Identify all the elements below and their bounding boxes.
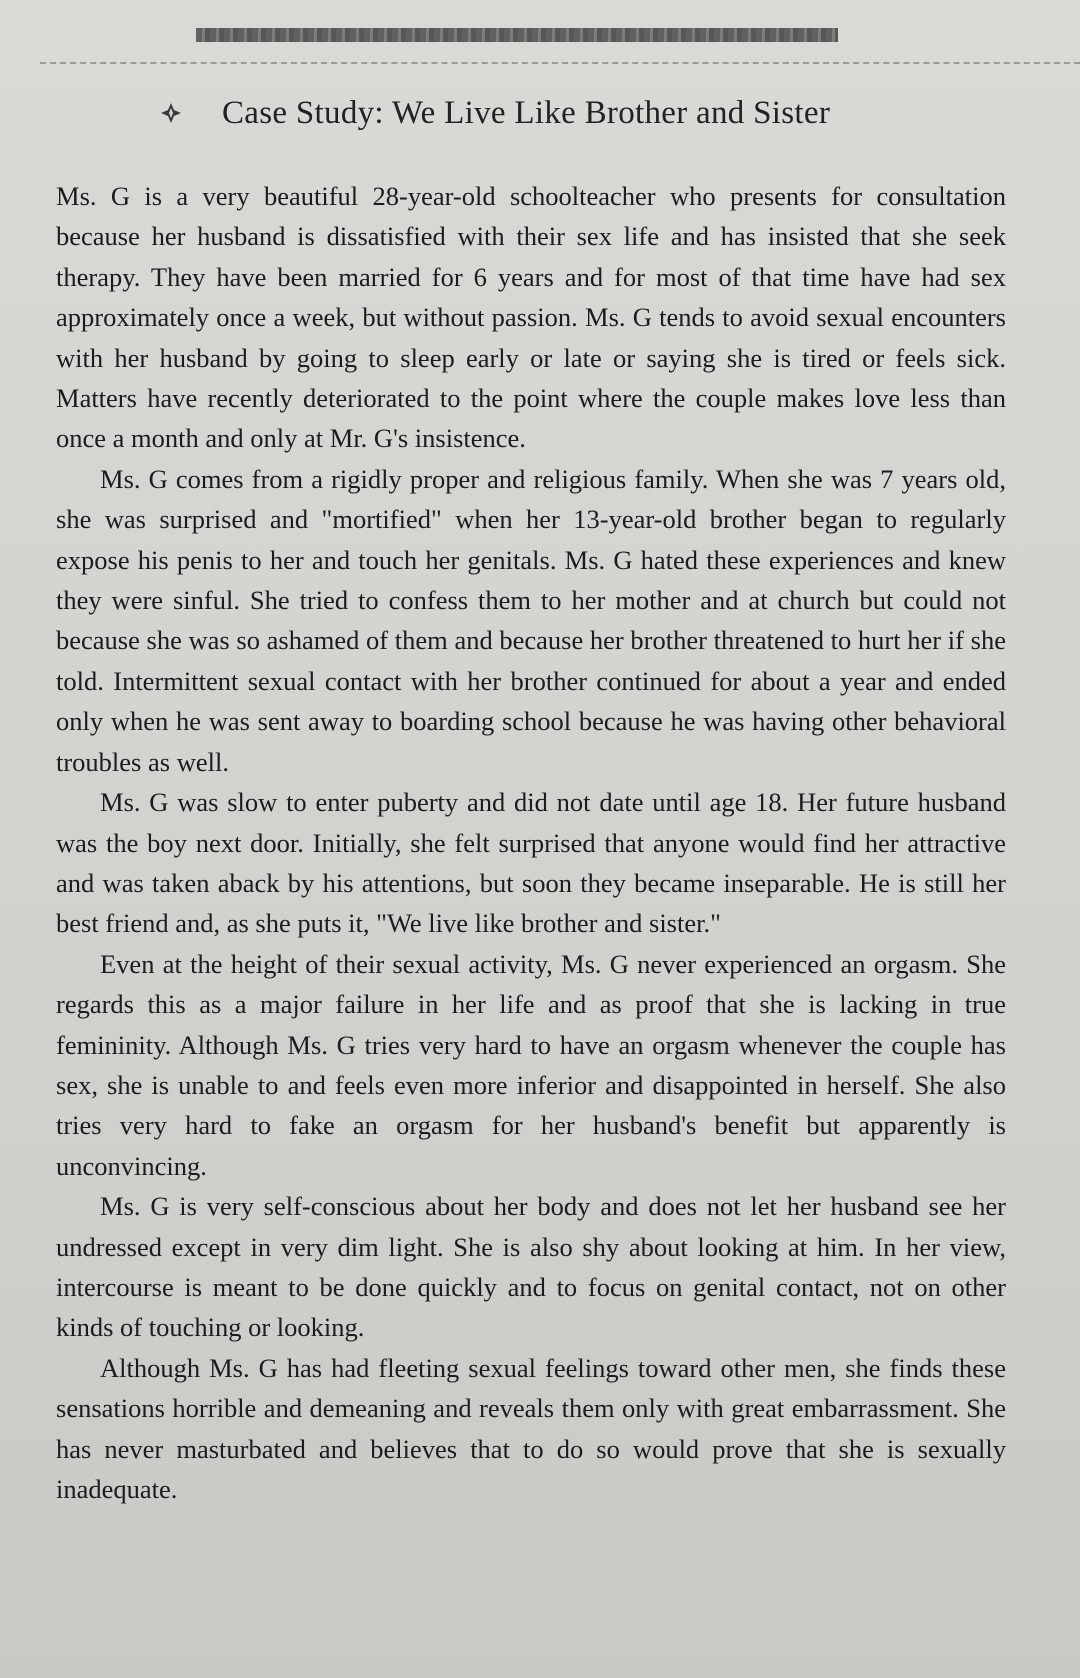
dashed-divider xyxy=(40,62,1080,64)
diamond-bullet-icon xyxy=(160,102,182,124)
paragraph-6: Although Ms. G has had fleeting sexual feelings toward other men, she finds these sensations horrible and demeaning and reveals them only with great embarrassment. She has never masturbated and believes that to do so would prove that she is sexually inadequate. xyxy=(56,1352,1006,1504)
paragraph-3: Ms. G was slow to enter puberty and did not date until age 18. Her future husband was the boy next door. Initially, she felt surprised that anyone would find her attractive and was taken aback by his attentions, but soon they became inseparable. He is still her best friend and, as she puts it, "We live like brother and sister." xyxy=(56,787,1006,939)
paragraph-5: Ms. G is very self-conscious about her body and does not let her husband see her undressed except in very dim light. She is also shy about looking at him. In her view, intercourse is meant to be done quickly and to focus on genital contact, not on other kinds of touching or looking. xyxy=(56,1191,1006,1343)
case-study-text xyxy=(56,176,1006,1509)
top-border-rule xyxy=(196,28,838,42)
case-study-heading xyxy=(160,88,920,138)
page-title: Case Study: We Live Like Brother and Sister xyxy=(222,94,831,131)
paragraph-2: Ms. G comes from a rigidly proper and religious family. When she was 7 years old, she was surprised and "mortified" when her 13-year-old brother began to regularly expose his penis to her and touch her genitals. Ms. G hated these experiences and knew they were sinful. She tried to confess them to her mother and at church but could not because she was so ashamed of them and because her brother threatened to hurt her if she told. Intermittent sexual contact with her brother continued for about a year and ended only when he was sent away to boarding school because he was having other behavioral troubles as well. xyxy=(56,463,1006,777)
paragraph-1: Ms. G is a very beautiful 28-year-old schoolteacher who presents for consultation because her husband is dissatisfied with their sex life and has insisted that she seek therapy. They have been married for 6 years and for most of that time have had sex approximately once a week, but without passion. Ms. G tends to avoid sexual encounters with her husband by going to sleep early or late or saying she is tired or feels sick. Matters have recently deteriorated to the point where the couple makes love less than once a month and only at Mr. G's insistence. xyxy=(56,181,1006,454)
paragraph-4: Even at the height of their sexual activity, Ms. G never experienced an orgasm. She regards this as a major failure in her life and as proof that she is lacking in true femininity. Although Ms. G tries very hard to have an orgasm whenever the couple has sex, she is unable to and feels even more inferior and disappointed in herself. She also tries very hard to fake an orgasm for her husband's benefit but apparently is unconvincing. xyxy=(56,948,1006,1181)
